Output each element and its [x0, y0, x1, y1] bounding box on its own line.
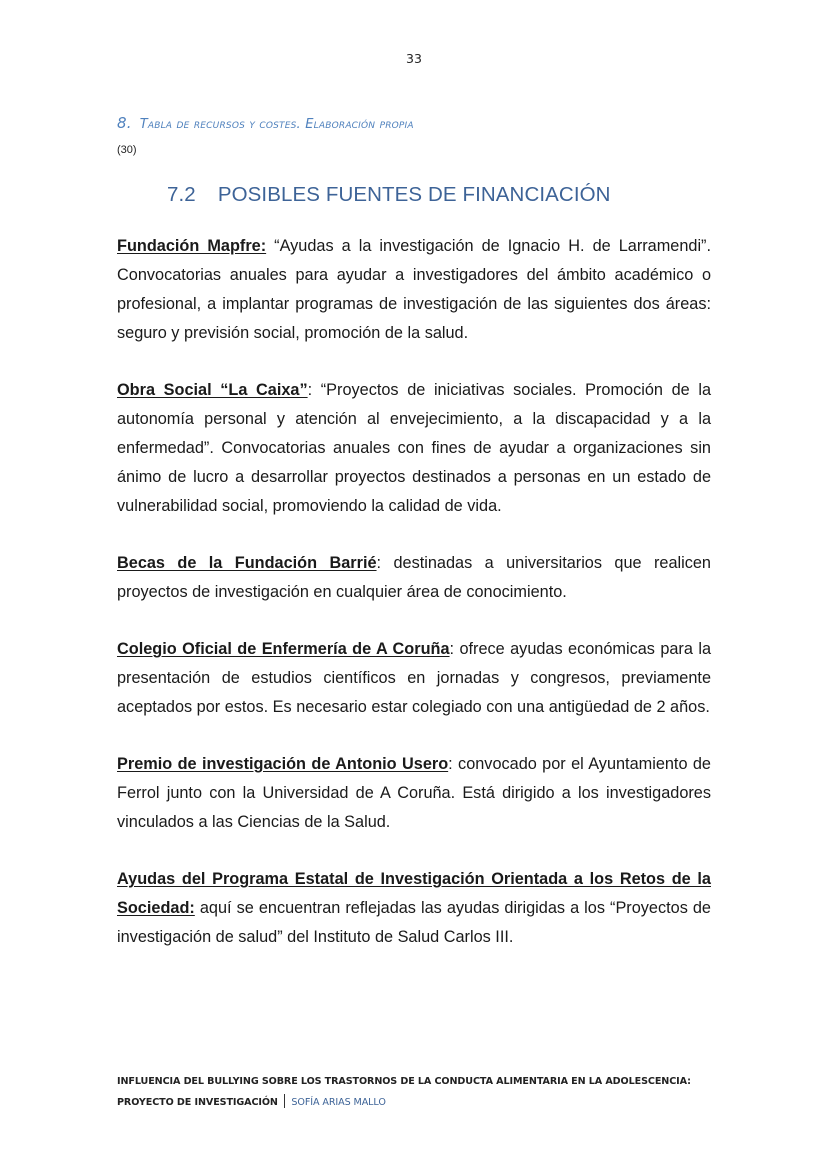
caption-text: Tabla de recursos y costes. Elaboración propia [139, 117, 414, 132]
paragraph-fundacion-barrie [117, 549, 711, 607]
footer-subtitle-line [117, 1092, 691, 1113]
page-number: 33 [406, 51, 422, 66]
funding-source-term: Ayudas del Programa Estatal de Investigación Orientada a los Retos de la Sociedad: [117, 870, 711, 917]
paragraph-text: aquí se encuentran reflejadas las ayudas dirigidas a los “Proyectos de investigación de salud” del Instituto de Salud Carlos III. [117, 899, 711, 946]
body-text [117, 232, 711, 980]
caption-number: 8. [117, 114, 132, 132]
paragraph-text: : convocado por el Ayuntamiento de Ferrol junto con la Universidad de A Coruña. Está dirigido a los investigadores vinculados a las Ciencias de la Salud. [117, 755, 711, 831]
paragraph-text: : ofrece ayudas económicas para la presentación de estudios científicos en jornadas y congresos, previamente aceptados por estos. Es necesario estar colegiado con una antigüedad de 2 años. [117, 640, 711, 716]
paragraph-colegio-enfermeria [117, 635, 711, 722]
footer-separator [284, 1094, 286, 1108]
footer-subtitle: PROYECTO DE INVESTIGACIÓN [117, 1097, 278, 1108]
paragraph-programa-estatal [117, 865, 711, 952]
funding-source-term: Obra Social “La Caixa” [117, 381, 308, 399]
funding-source-term: Fundación Mapfre: [117, 237, 267, 255]
funding-source-term: Becas de la Fundación Barrié [117, 554, 377, 572]
paragraph-text: “Ayudas a la investigación de Ignacio H. de Larramendi”. Convocatorias anuales para ayudar a investigadores del ámbito académico o profesional, a implantar programas de investigación de las siguientes dos áreas: seguro y previsión social, promoción de la salud. [117, 237, 712, 342]
paragraph-text: : destinadas a universitarios que realicen proyectos de investigación en cualquier área de conocimiento. [117, 554, 711, 601]
reference-citation: (30) [117, 144, 137, 156]
paragraph-premio-antonio-usero [117, 750, 711, 837]
page-footer [117, 1071, 691, 1113]
section-title: POSIBLES FUENTES DE FINANCIACIÓN [217, 183, 611, 206]
funding-source-term: Premio de investigación de Antonio Usero [117, 755, 449, 773]
funding-source-term: Colegio Oficial de Enfermería de A Coruña [117, 640, 450, 658]
section-heading [167, 183, 611, 207]
footer-author: SOFÍA ARIAS MALLO [291, 1097, 386, 1108]
footer-title-line: INFLUENCIA DEL BULLYING SOBRE LOS TRASTORNOS DE LA CONDUCTA ALIMENTARIA EN LA ADOLESCENCIA: [117, 1076, 691, 1087]
section-number: 7.2 [167, 183, 196, 206]
table-caption [117, 114, 414, 132]
paragraph-text: : “Proyectos de iniciativas sociales. Promoción de la autonomía personal y atención al envejecimiento, a la discapacidad y a la enfermedad”. Convocatorias anuales con fines de ayudar a organizaciones sin ánimo de lucro a desarrollar proyectos destinados a personas en un estado de vulnerabilidad social, promoviendo la calidad de vida. [117, 381, 711, 515]
paragraph-obra-social-la-caixa [117, 376, 711, 521]
paragraph-fundacion-mapfre [117, 232, 711, 348]
